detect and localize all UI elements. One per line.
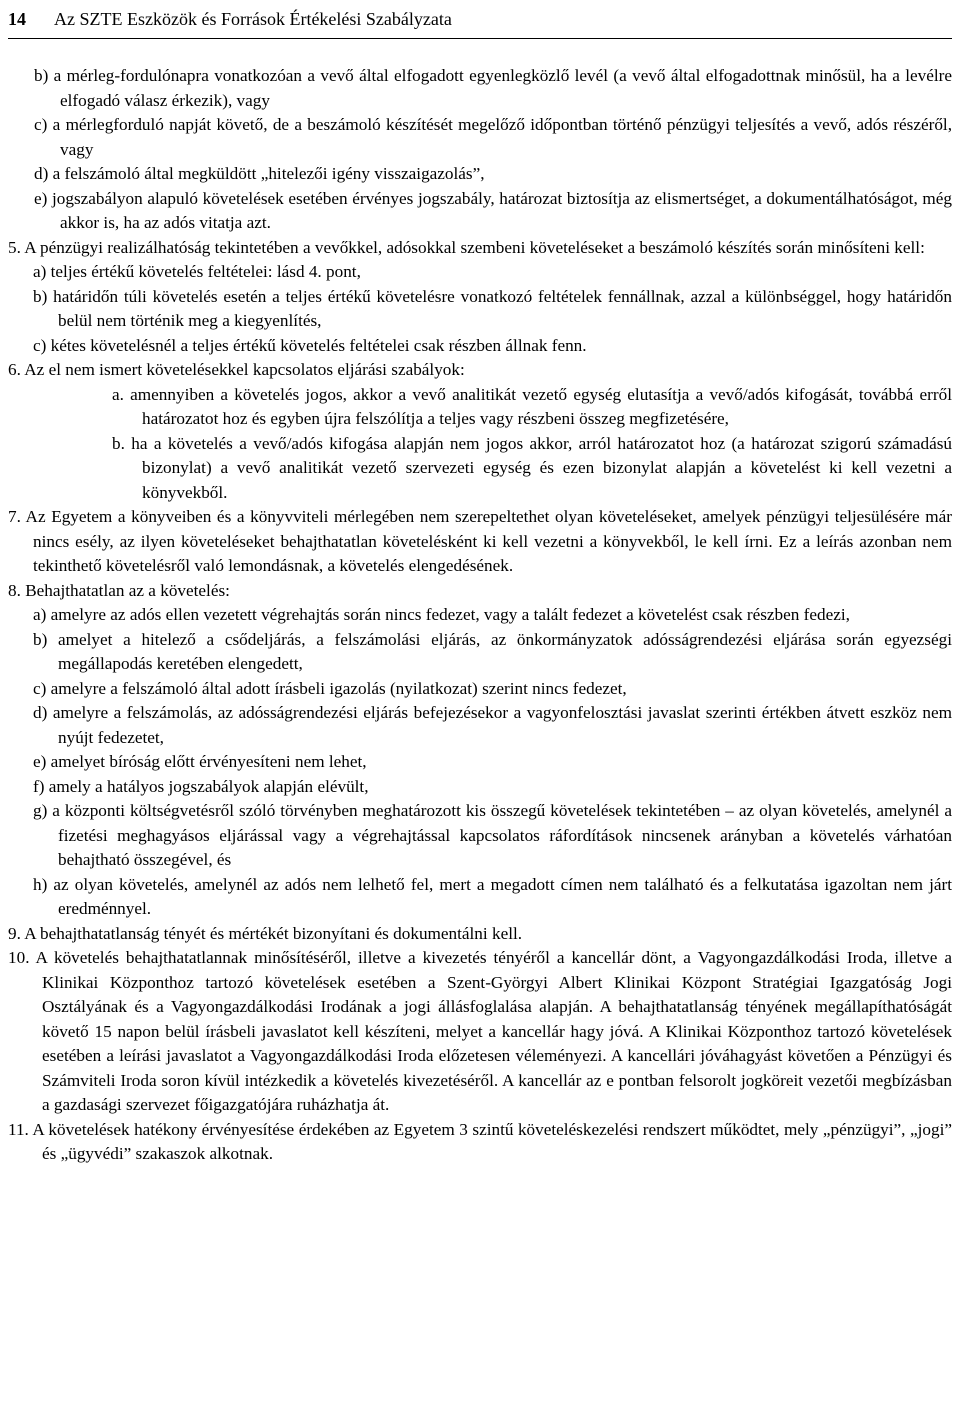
section-10: 10. A követelés behajthatatlannak minősítéséről, illetve a kivezetés tényéről a kancellár dönt, a Vagyongazdálkodási Iroda, illetve a Klinikai Központhoz tartozó követelések esetében a Szent-Györgyi Albert Klinikai Központ Stratégiai Igazgatóság Jogi Osztályának és a Vagyongazdálkodási Irodának a jogi állásfoglalása alapján. A behajthatatlanság tényének megállapíthatóságát követő 15 napon belül írásbeli javaslatot kell készíteni, melyet a kancellár hagy jóvá. A Klinikai Központhoz tartozó követelések esetében a leírási javaslatot a Vagyongazdálkodási Iroda előzetesen véleményezi. A kancellári jóváhagyást követően a Pénzügyi és Számviteli Iroda soron kívül intézkedik a követelés kivezetéséről. A kancellár az e pontban felsorolt jogköreit vezetői megbízásban a gazdasági szervezet főigazgatójára ruházhatja át. [8, 948, 952, 1114]
section-5: 5. A pénzügyi realizálhatóság tekintetében a vevőkkel, adósokkal szembeni követeléseket a beszámoló készítés során minősíteni kell: [8, 237, 925, 257]
section-8-e: e) amelyet bíróság előtt érvényesíteni nem lehet, [33, 752, 367, 771]
document-title: Az SZTE Eszközök és Források Értékelési Szabályzata [54, 8, 452, 29]
section-6: 6. Az el nem ismert követelésekkel kapcsolatos eljárási szabályok: [8, 360, 465, 379]
section-8-a: a) amelyre az adós ellen vezetett végrehajtás során nincs fedezet, vagy a talált fedezet a követelést csak részben fedezi, [33, 605, 850, 624]
section-6-b: b. ha a követelés a vevő/adós kifogása alapján nem jogos akkor, arról határozatot hoz (a határozat szigorú számadású bizonylat) a vevő analitikát vezető szervezeti egység és ezen bizonylat alapján a követelést ki kell vezetni a könyvekből. [112, 433, 952, 502]
list-item-c: c) a mérlegforduló napját követő, de a beszámoló készítését megelőző időpontban történő pénzügyi teljesítés a vevő, adós részéről, vagy [34, 115, 952, 159]
section-8-c: c) amelyre a felszámoló által adott írásbeli igazolás (nyilatkozat) szerint nincs fedezet, [33, 678, 627, 698]
section-5-c: c) kétes követelésnél a teljes értékű követelés feltételei csak részben állnak fenn. [33, 335, 587, 355]
section-8-b: b) amelyet a hitelező a csődeljárás, a felszámolási eljárás, az önkormányzatok adósságrendezési eljárása során egyezségi megállapodás keretében elengedett, [33, 629, 952, 673]
page-header [8, 0, 952, 39]
section-5-b: b) határidőn túli követelés esetén a teljes értékű követelésre vonatkozó feltételek fennállnak, azzal a különbséggel, hogy határidőn belül nem történik meg a kiegyenlítés, [33, 286, 952, 330]
section-7: 7. Az Egyetem a könyveiben és a könyvviteli mérlegében nem szerepeltethet olyan követeléseket, amelyek pénzügyi teljesülésére már nincs esély, az ilyen követeléseket behajthatatlan követelésként ki kell vezetni a könyvekből, le kell írni. Ez a leírás azonban nem tekinthető követelésről való lemondásnak, a követelés elengedésének. [8, 507, 952, 575]
section-6-a: a. amennyiben a követelés jogos, akkor a vevő analitikát vezető egység elutasítja a vevő/adós kifogását, továbbá erről határozatot hoz és egyben újra felszólítja a teljes vagy részbeni összeg megfizetésére, [112, 384, 952, 428]
page-number: 14 [8, 8, 26, 29]
section-9: 9. A behajthatatlanság tényét és mértékét bizonyítani és dokumentálni kell. [8, 923, 523, 943]
section-5-a: a) teljes értékű követelés feltételei: lásd 4. pont, [33, 262, 361, 281]
list-item-e: e) jogszabályon alapuló követelések esetében érvényes jogszabály, határozat biztosítja az elismertséget, a dokumentálhatóságot, még akkor is, ha az adós vitatja azt. [34, 188, 952, 232]
section-8-d: d) amelyre a felszámolás, az adósságrendezési eljárás befejezésekor a vagyonfelosztási javaslat szerinti értékben átvett eszköz nem nyújt fedezetet, [33, 703, 952, 747]
list-item-b: b) a mérleg-fordulónapra vonatkozóan a vevő által elfogadott egyenlegközlő levél (a vevő által elfogadottnak minősül, ha a levélre elfogadó válasz érkezik), vagy [34, 66, 952, 110]
section-8-f: f) amely a hatályos jogszabályok alapján elévült, [33, 776, 369, 796]
section-8-g: g) a központi költségvetésről szóló törvényben meghatározott kis összegű követelések tekintetében – az olyan követelés, amelynél a fizetési meghagyásos eljárással vagy a végrehajtással kapcsolatos ráfordítások nincsenek arányban a követelés várhatóan behajtható összegével, és [33, 801, 952, 869]
section-8: 8. Behajthatatlan az a követelés: [8, 580, 230, 600]
section-8-h: h) az olyan követelés, amelynél az adós nem lelhető fel, mert a megadott címen nem található és a felkutatása igazoltan nem járt eredménnyel. [33, 874, 952, 918]
section-11: 11. A követelések hatékony érvényesítése érdekében az Egyetem 3 szintű követeléskezelési rendszert működtet, mely „pénzügyi”, „jogi” és „ügyvédi” szakaszok alkotnak. [8, 1119, 952, 1163]
list-item-d: d) a felszámoló által megküldött „hitelezői igény visszaigazolás”, [34, 164, 485, 183]
document-body [8, 64, 952, 1167]
